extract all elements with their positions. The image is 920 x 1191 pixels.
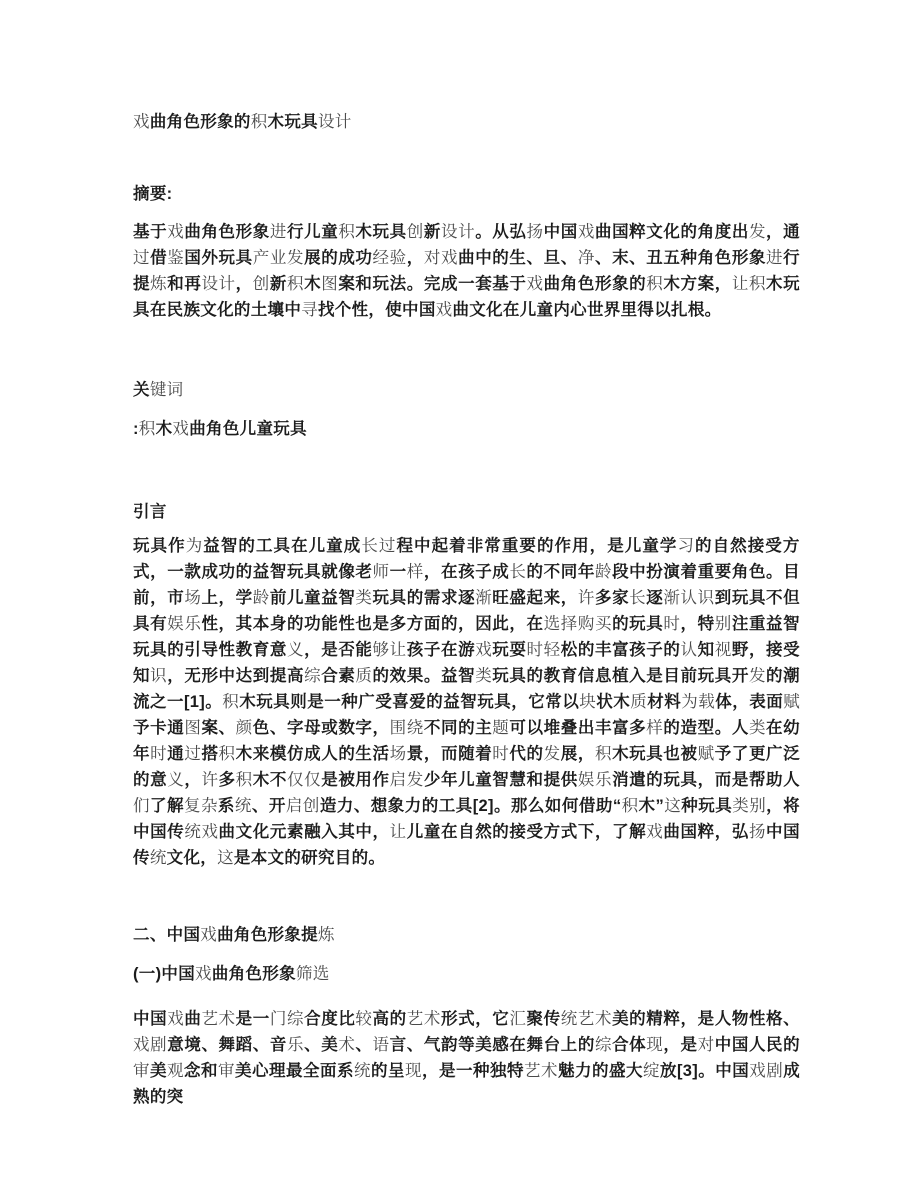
section-2-subsection-1-heading: (一)中国戏曲角色形象筛选 xyxy=(133,965,330,983)
introduction-label: 引言 xyxy=(133,503,167,521)
document-title: 戏曲角色形象的积木玩具设计 xyxy=(133,113,352,131)
keywords-line: :积木戏曲角色儿童玩具 xyxy=(133,420,307,438)
abstract-paragraph: 基于戏曲角色形象进行儿童积木玩具创新设计。从弘扬中国戏曲国粹文化的角度出发，通过借鉴国外玩具产业发展的成功经验，对戏曲中的生、旦、净、末、丑五种角色形象进行提炼和再设计，创新积木图案和玩法。完成一套基于戏曲角色形象的积木方案，让积木玩具在民族文化的土壤中寻找个性，使中国戏曲文化在儿童内心世界里得以扎根。 xyxy=(133,223,800,319)
section-2-heading: 二、中国戏曲角色形象提炼 xyxy=(133,926,335,944)
keywords-label: 关键词 xyxy=(133,381,184,399)
section-2-paragraph: 中国戏曲艺术是一门综合度比较高的艺术形式，它汇聚传统艺术美的精粹，是人物性格、戏剧意境、舞蹈、音乐、美术、语言、气韵等美感在舞台上的综合体现，是对中国人民的审美观念和审美心理最全面系统的呈现，是一种独特艺术魅力的盛大绽放[3]。中国戏剧成熟的突 xyxy=(133,1010,801,1106)
abstract-label: 摘要: xyxy=(133,185,173,203)
introduction-paragraph: 玩具作为益智的工具在儿童成长过程中起着非常重要的作用，是儿童学习的自然接受方式，一款成功的益智玩具就像老师一样，在孩子成长的不同年龄段中扮演着重要角色。目前，市场上，学龄前儿童益智类玩具的需求逐渐旺盛起来，许多家长逐渐认识到玩具不但具有娱乐性，其本身的功能性也是多方面的，因此，在选择购买的玩具时，特别注重益智玩具的引导性教育意义，是否能够让孩子在游戏玩耍时轻松的丰富孩子的认知视野，接受知识，无形中达到提高综合素质的效果。益智类玩具的教育信息植入是目前玩具开发的潮流之一[1]。积木玩具则是一种广受喜爱的益智玩具，它常以块状木质材料为载体，表面赋予卡通图案、颜色、字母或数字，围绕不同的主题可以堆叠出丰富多样的造型。人类在幼年时通过搭积木来模仿成人的生活场景，而随着时代的发展，积木玩具也被赋予了更广泛的意义，许多积木不仅仅是被用作启发少年儿童智慧和提供娱乐消遣的玩具，而是帮助人们了解复杂系统、开启创造力、想象力的工具[2]。那么如何借助“积木”这种玩具类别，将中国传统戏曲文化元素融入其中，让儿童在自然的接受方式下，了解戏曲国粹，弘扬中国传统文化，这是本文的研究目的。 xyxy=(133,537,801,867)
